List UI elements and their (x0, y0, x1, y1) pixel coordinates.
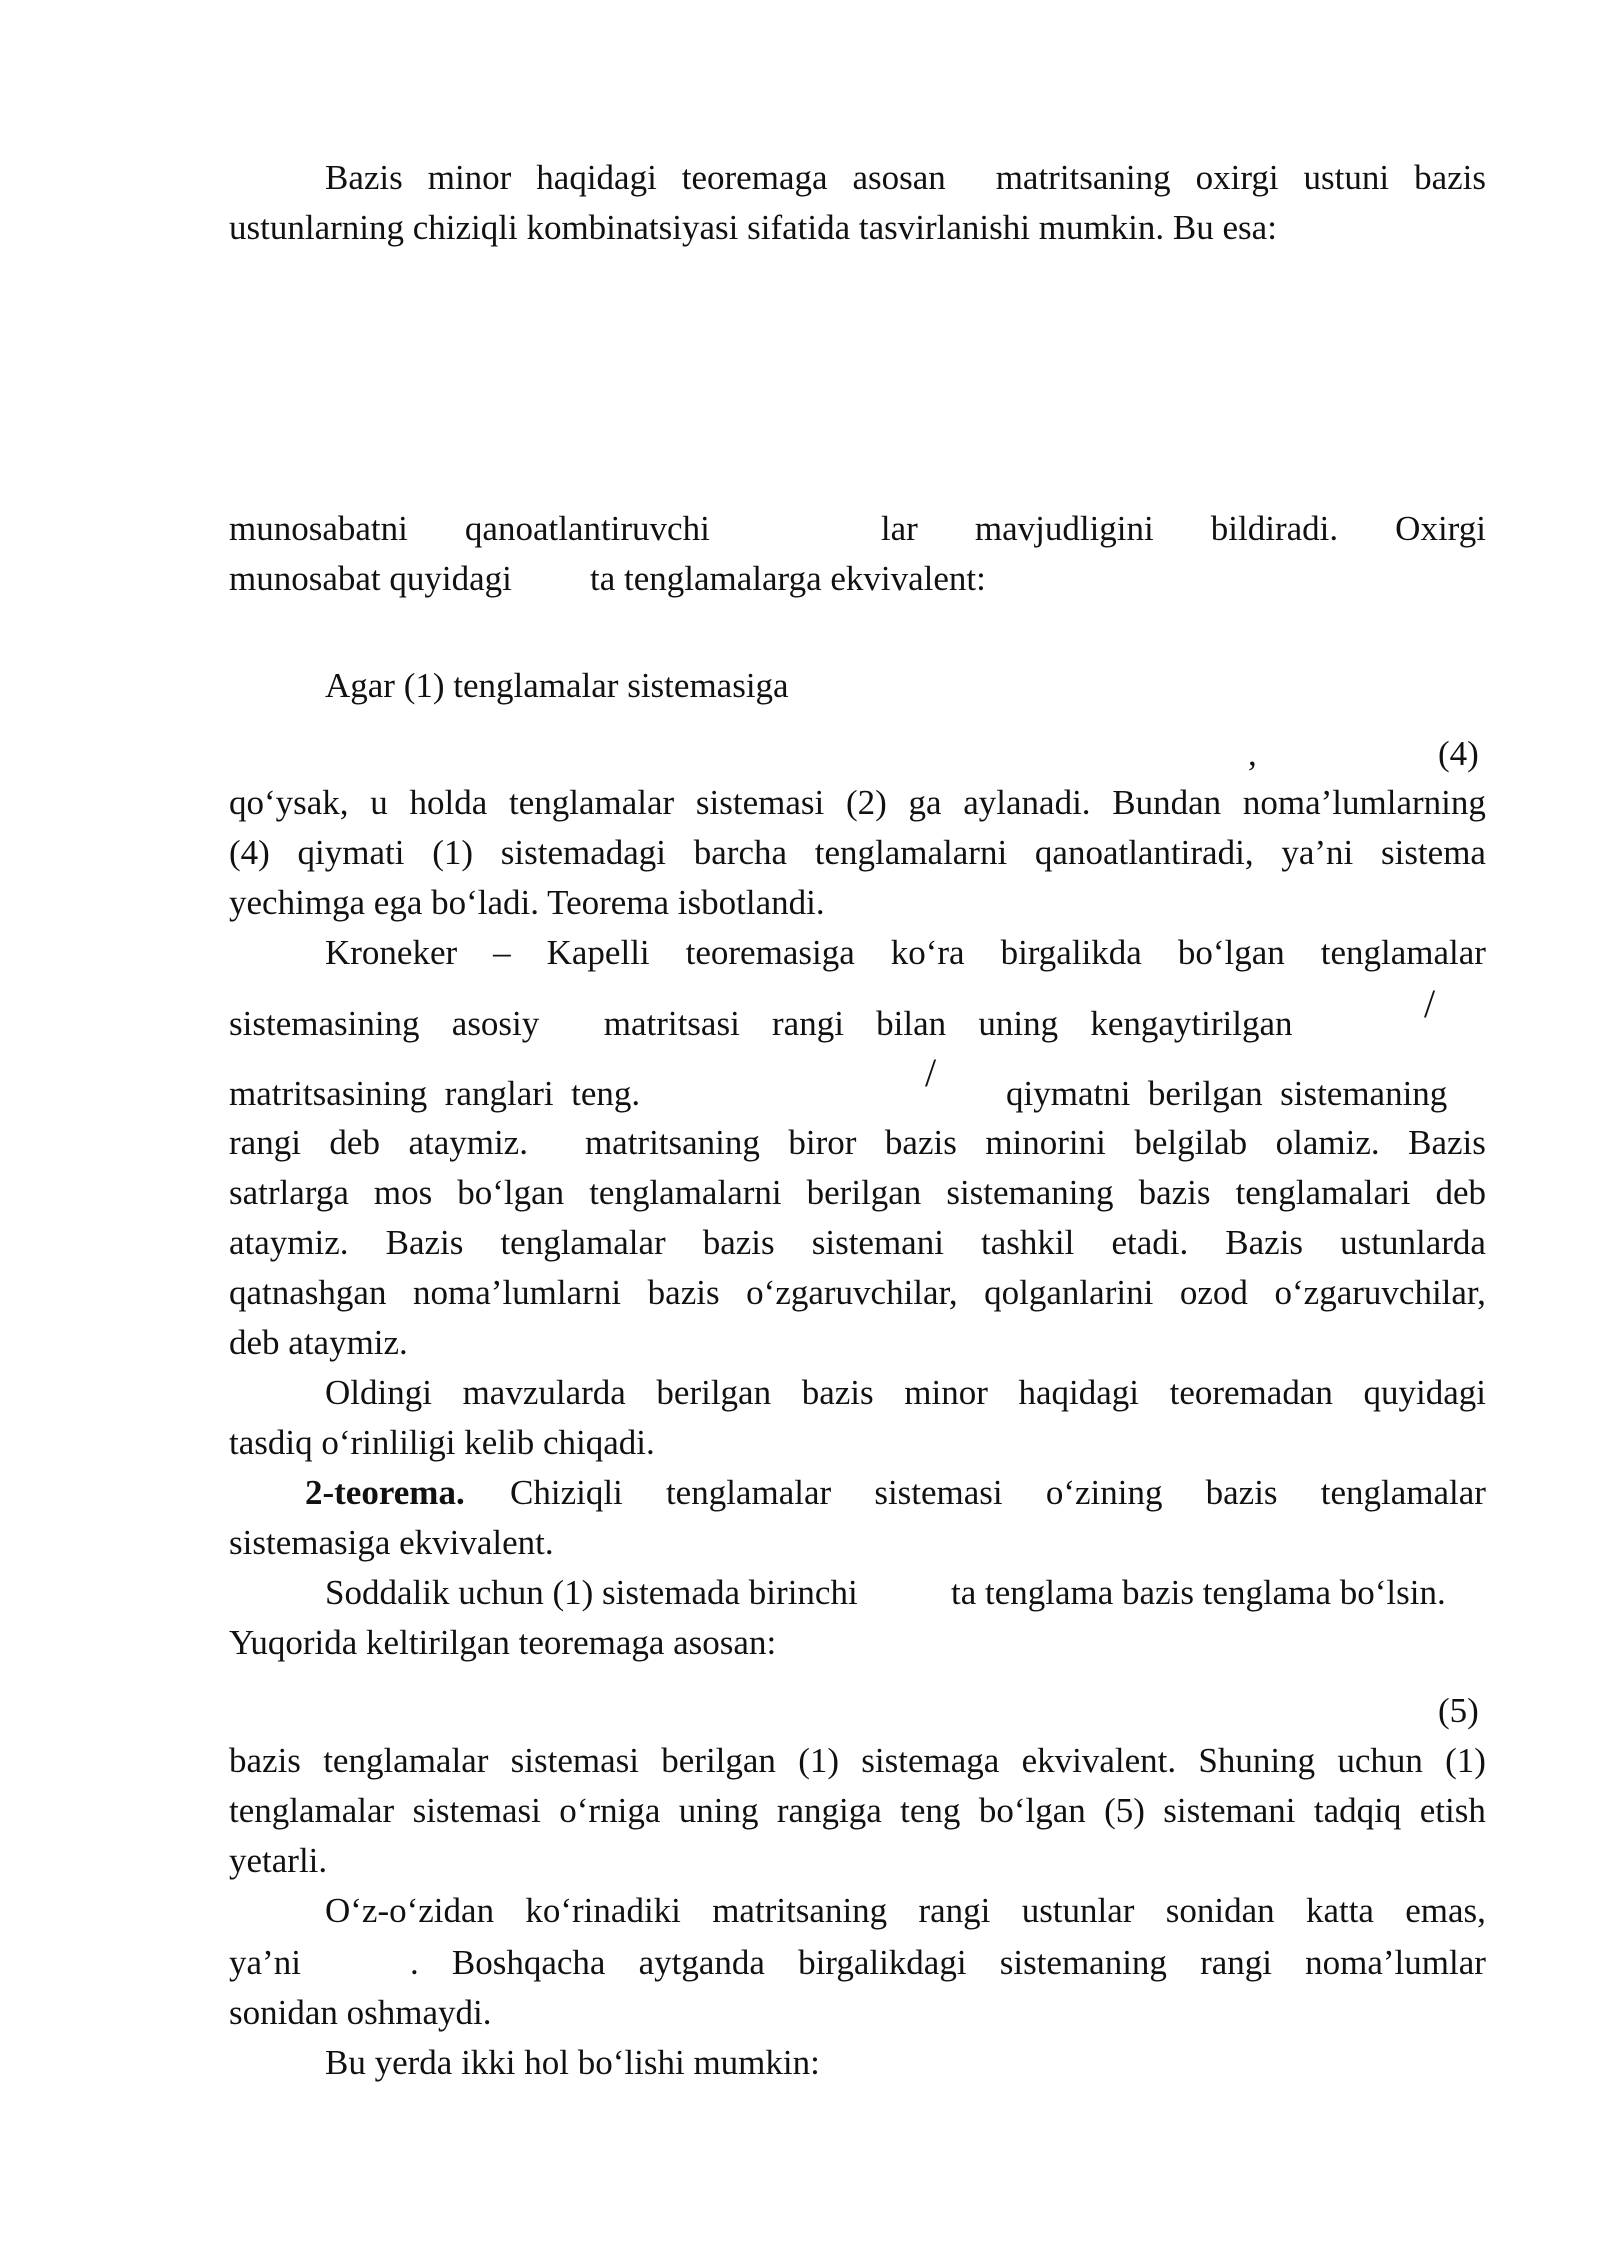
word: sistemaga (861, 1741, 1000, 1780)
text: qiymatni berilgan sistemaning (1006, 1074, 1448, 1113)
word: qatnashgan (229, 1273, 387, 1312)
word: haqidagi (536, 158, 657, 197)
word: katta (1305, 1891, 1374, 1930)
text: ustunlarning chiziqli kombinatsiyasi sifatida tasvirlanishi mumkin. Bu esa: (229, 208, 1277, 247)
word: sistemasi (412, 1791, 541, 1830)
word: (2) (845, 783, 887, 822)
word: olamiz. (1275, 1123, 1380, 1162)
word: teng (900, 1791, 961, 1830)
text: ta tenglamalarga ekvivalent: (590, 559, 986, 598)
word: bazis (647, 1273, 720, 1312)
slash-mark: / (1424, 981, 1436, 1026)
word: birgalikda (1000, 933, 1142, 972)
word: matritsaning (995, 158, 1171, 197)
word: Boshqacha (451, 1943, 606, 1982)
word: bazis (1138, 1173, 1211, 1212)
word: tenglamalar (665, 1473, 832, 1512)
word: minorini (985, 1123, 1106, 1162)
word: aylanadi. (963, 783, 1091, 822)
text: yechimga ega bo‘ladi. Teorema isbotlandi. (229, 883, 825, 922)
paragraph-line (229, 1836, 1486, 1886)
text: deb ataymiz. (229, 1323, 408, 1362)
word: sistemaning (999, 1943, 1167, 1982)
word: belgilab (1134, 1123, 1248, 1162)
paragraph-line (229, 1268, 1486, 1318)
word: etish (1419, 1791, 1486, 1830)
word: oxirgi (1195, 158, 1279, 197)
word: o‘zgaruvchilar, (1274, 1273, 1486, 1312)
text: sistemasiga ekvivalent. (229, 1523, 554, 1562)
word: rangi (1200, 1943, 1272, 1982)
text: ya’ni (229, 1943, 301, 1982)
word: u (370, 783, 388, 822)
word: ustuni (1303, 158, 1390, 197)
word: ya’ni (1281, 833, 1354, 872)
equation-comma: , (1248, 734, 1257, 773)
word: quyidagi (1363, 1373, 1486, 1412)
word: etadi. (1111, 1223, 1189, 1262)
text: Soddalik uchun (1) sistemada birinchi (325, 1573, 858, 1612)
word: bazis (1414, 158, 1486, 197)
paragraph-line (229, 1786, 1486, 1836)
word: mavzularda (462, 1373, 626, 1412)
word: tadqiq (1313, 1791, 1402, 1830)
word: minor (904, 1373, 988, 1412)
word: rangi (229, 1123, 301, 1162)
text: Agar (1) tenglamalar sistemasiga (325, 666, 789, 705)
word: (1) (432, 833, 474, 872)
word: ko‘ra (890, 933, 965, 972)
equation-label: (4) (1438, 734, 1479, 773)
word: noma’lumlar (1305, 1943, 1486, 1982)
word: ustunlarda (1340, 1223, 1486, 1262)
word: (4) (229, 833, 270, 872)
word: holda (409, 783, 488, 822)
paragraph-line (229, 778, 1486, 828)
word: bazis (884, 1123, 957, 1162)
word: Bazis (1408, 1123, 1486, 1162)
word: qanoatlantiruvchi (464, 509, 710, 548)
paragraph-line (229, 1318, 1486, 1368)
word: tenglamalar (229, 1791, 395, 1830)
word: sonidan (1165, 1891, 1275, 1930)
word: tenglamalari (1235, 1173, 1411, 1212)
word: matritsaning (712, 1891, 888, 1930)
word: o‘rniga (559, 1791, 661, 1830)
word: sistemasining (229, 1004, 420, 1043)
word: bildiradi. (1210, 509, 1339, 548)
word: Bazis (385, 1223, 464, 1262)
paragraph-line (229, 1736, 1486, 1786)
paragraph-line (229, 504, 1486, 554)
text: yetarli. (229, 1841, 328, 1880)
word: teoremaga (681, 158, 828, 197)
word: matritsasi (603, 1004, 740, 1043)
word: bo‘lgan (457, 1173, 565, 1212)
equation-label: (5) (1438, 1691, 1479, 1730)
word: bazis (801, 1373, 874, 1412)
word: minor (427, 158, 512, 197)
word: matritsaning (584, 1123, 760, 1162)
word: bo‘lgan (978, 1791, 1086, 1830)
paragraph-line (229, 1886, 1486, 1936)
word: asosiy (451, 1004, 540, 1043)
paragraph-line (510, 1468, 1486, 1518)
slash-mark: / (925, 1050, 937, 1095)
text: sonidan oshmaydi. (229, 1993, 492, 2032)
word: o‘zining (1045, 1473, 1163, 1512)
word: barcha (693, 833, 788, 872)
theorem-label: 2-teorema. (305, 1473, 465, 1512)
word: asosan (852, 158, 946, 197)
word: sistemasi (695, 783, 825, 822)
word: bo‘lgan (1177, 933, 1285, 972)
word: berilgan (661, 1741, 776, 1780)
word: ga (908, 783, 942, 822)
paragraph-line (229, 153, 1486, 203)
paragraph-line (229, 1118, 1486, 1168)
word: rangi (918, 1891, 991, 1930)
word: bazis (1205, 1473, 1278, 1512)
word: qiymati (297, 833, 405, 872)
word: tenglamalar (500, 1223, 666, 1262)
paragraph-line (229, 1418, 1486, 1468)
paragraph-line (229, 878, 1486, 928)
paragraph-line (229, 203, 1486, 253)
word: Kapelli (546, 933, 650, 972)
word: (1) (798, 1741, 840, 1780)
word: ekvivalent. (1021, 1741, 1177, 1780)
paragraph-line (229, 928, 1486, 978)
paragraph-line (229, 1618, 1486, 1668)
word: mavjudligini (974, 509, 1154, 548)
word: ataymiz. (229, 1223, 349, 1262)
word: haqidagi (1018, 1373, 1139, 1412)
paragraph-line (229, 828, 1486, 878)
word: deb (1435, 1173, 1486, 1212)
word: teoremadan (1169, 1373, 1333, 1412)
paragraph-line (410, 1938, 1486, 1988)
word: ustunlar (1021, 1891, 1135, 1930)
word: rangi (772, 1004, 844, 1043)
word: . (410, 1943, 419, 1982)
word: mos (373, 1173, 433, 1212)
word: tenglamalar (1320, 933, 1486, 972)
word: qanoatlantiradi, (1034, 833, 1254, 872)
word: deb (329, 1123, 380, 1162)
text: munosabat quyidagi (229, 559, 512, 598)
word: Shuning (1198, 1741, 1316, 1780)
word: O‘z-o‘zidan (325, 1891, 495, 1930)
word: uchun (1337, 1741, 1423, 1780)
word: rangiga (776, 1791, 882, 1830)
text: Bu yerda ikki hol bo‘lishi mumkin: (325, 2043, 820, 2082)
word: Bundan (1112, 783, 1222, 822)
word: (1) (1445, 1741, 1486, 1780)
word: o‘zgaruvchilar, (746, 1273, 958, 1312)
word: birgalikdagi (798, 1943, 967, 1982)
word: (5) (1104, 1791, 1145, 1830)
text: ta tenglama bazis tenglama bo‘lsin. (951, 1573, 1446, 1612)
word: aytganda (638, 1943, 765, 1982)
word: Bazis (1225, 1223, 1304, 1262)
word: uning (978, 1004, 1059, 1043)
word: Oldingi (325, 1373, 432, 1412)
word: tenglamalarni (589, 1173, 782, 1212)
paragraph-line (229, 1518, 1486, 1568)
word: Bazis (325, 158, 403, 197)
word: lar (880, 509, 918, 548)
text: Yuqorida keltirilgan teoremaga asosan: (229, 1623, 777, 1662)
paragraph-line (229, 1988, 1486, 2038)
word: ko‘rinadiki (525, 1891, 681, 1930)
paragraph-line (229, 1368, 1486, 1418)
word: ozod (1179, 1273, 1248, 1312)
word: sistema (1380, 833, 1486, 872)
word: sistemasi (510, 1741, 639, 1780)
text: matritsasining ranglari teng. (229, 1074, 641, 1113)
word: tashkil (981, 1223, 1075, 1262)
word: Kroneker (325, 933, 458, 972)
word: bilan (876, 1004, 947, 1043)
word: noma’lumlarning (1242, 783, 1486, 822)
word: satrlarga (229, 1173, 349, 1212)
word: tenglamalarni (814, 833, 1008, 872)
word: ataymiz. (408, 1123, 528, 1162)
text: tasdiq o‘rinliligi kelib chiqadi. (229, 1423, 655, 1462)
word: sistemaning (946, 1173, 1114, 1212)
word: sistemasi (874, 1473, 1003, 1512)
word: berilgan (656, 1373, 772, 1412)
word: noma’lumlarni (413, 1273, 622, 1312)
word: tenglamalar (1320, 1473, 1486, 1512)
word: qolganlarini (984, 1273, 1154, 1312)
paragraph-line (229, 1168, 1486, 1218)
word: sistemani (1163, 1791, 1296, 1830)
paragraph-line (229, 1218, 1486, 1268)
word: biror (788, 1123, 857, 1162)
word: kengaytirilgan (1090, 1004, 1293, 1043)
word: emas, (1405, 1891, 1486, 1930)
word: munosabatni (229, 509, 408, 548)
word: berilgan (806, 1173, 922, 1212)
word: qo‘ysak, (229, 783, 349, 822)
word: uning (678, 1791, 759, 1830)
word: bazis (702, 1223, 775, 1262)
word: Oxirgi (1395, 509, 1486, 548)
paragraph-line (229, 999, 1357, 1049)
word: bazis (229, 1741, 301, 1780)
word: sistemadagi (500, 833, 667, 872)
word: tenglamalar (508, 783, 675, 822)
word: sistemani (811, 1223, 944, 1262)
word: tenglamalar (323, 1741, 489, 1780)
word: Chiziqli (510, 1473, 623, 1512)
word: – (493, 933, 511, 972)
word: teoremasiga (685, 933, 855, 972)
